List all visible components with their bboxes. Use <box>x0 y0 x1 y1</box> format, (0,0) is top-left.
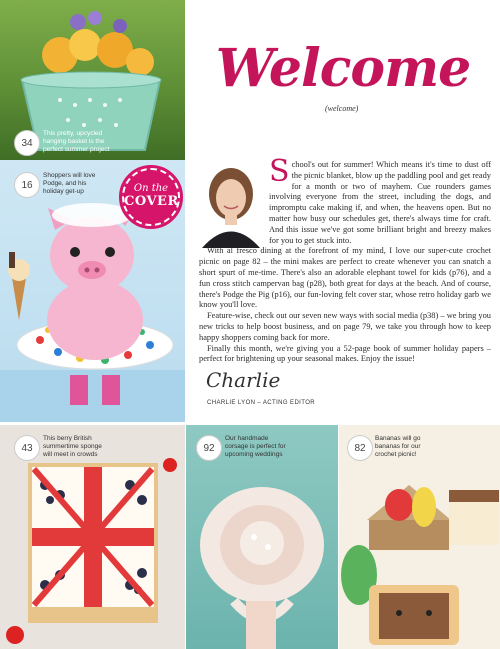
cover-badge-line2: COVER <box>124 194 179 209</box>
letter-paragraph-4: Finally this month, we're giving you a 52-page book of summer holiday papers – perfect for brightening up your seasonal makes. Enjoy the issue! <box>199 343 491 364</box>
crochet-picnic-photo <box>339 425 500 649</box>
basket-caption: This pretty, upcycled hanging basket is the perfect summer project <box>43 130 110 153</box>
cake-caption: This berry British summertime sponge will meet in crowds <box>43 435 102 458</box>
editor-signature: Charlie <box>206 368 281 392</box>
letter-paragraph-2: With al fresco dining at the forefront of my mind, I love our super-cute crochet picnic on page 82 – the mini makes are perfect to create whenever you can snatch a short spurt of me-time. There's also an adorable elephant towel for kids (p76), and a fun cross stitch campervan bag (p28), both great for days at the beach. And of course, there's Podge the Pig (p16), our fun-loving felt cover star, whose retro holiday garb we know you'll love. <box>199 246 491 310</box>
page-number-badge: 16 <box>14 172 40 198</box>
letter-paragraph-1 <box>269 154 491 246</box>
pig-caption: Shoppers will love Podge, and his holiday get-up <box>43 172 96 195</box>
corsage-caption: Our handmade corsage is perfect for upcoming weddings <box>225 435 286 458</box>
editor-letter <box>199 154 491 365</box>
letter-paragraph-3: Feature-wise, check out our seven new ways with social media (p38) – we bring you new tricks to help boost business, and on page 79, we take you through how to keep happy shoppers coming back for more. <box>199 311 491 342</box>
cover-badge-line1: On the <box>133 183 169 194</box>
title-subscript: (welcome) <box>325 104 359 113</box>
letter-paragraph-1-text: chool's out for summer! Which means it's time to dust off the picnic blanket, blow up the paddling pool and get ready for a month or two of mayhem. Cue rounders games involving everyone from the street, including the dogs, and impromptu cake making if, and when, the heavens open. But no matter how busy our schedules get, there's always time for craft. And this issue we've got some brilliant bright and breezy makes for you to get stuck into. <box>269 160 491 245</box>
corsage-photo <box>186 425 338 649</box>
page-number-badge: 43 <box>14 435 40 461</box>
page-number-badge: 34 <box>14 130 40 156</box>
page-number-badge: 92 <box>196 435 222 461</box>
cake-photo <box>0 425 185 649</box>
drop-cap: S <box>269 154 290 189</box>
toys-caption: Bananas will go bananas for our crochet picnic! <box>375 435 421 458</box>
on-the-cover-badge <box>122 168 180 226</box>
hanging-basket-photo <box>0 0 185 160</box>
page-number-badge: 82 <box>347 435 373 461</box>
page-title: Welcome <box>215 38 471 99</box>
editor-credit: CHARLIE LYON – ACTING EDITOR <box>207 400 315 406</box>
